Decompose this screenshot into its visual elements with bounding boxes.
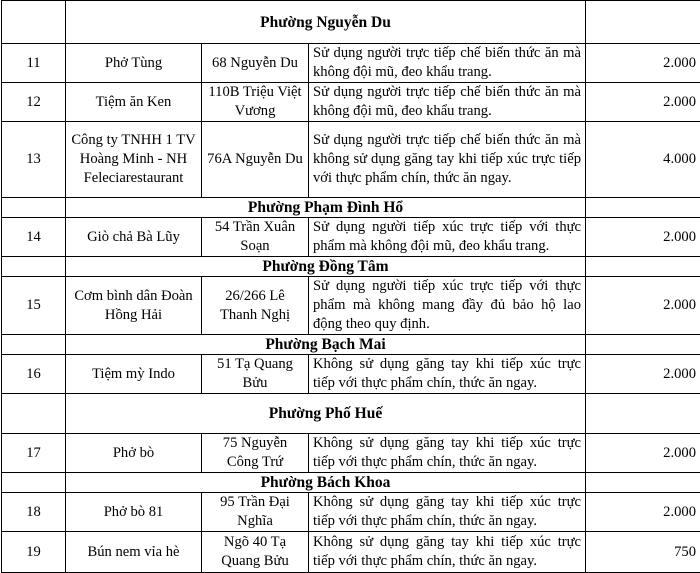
table-row: [2, 355, 700, 394]
table-row: [2, 218, 700, 257]
violation-description: Không sử dụng găng tay khi tiếp xúc trực tiếp với thực phẩm chín, thức ăn ngay.: [309, 434, 586, 473]
row-number: 11: [2, 44, 66, 83]
row-number: 13: [2, 122, 66, 198]
fine-amount: 4.000: [586, 122, 700, 198]
ward-name: Phường Nguyễn Du: [66, 1, 586, 44]
establishment-name: Tiệm mỳ Indo: [66, 355, 202, 394]
fine-amount: 2.000: [586, 277, 700, 335]
violation-description: Sử dụng người trực tiếp chế biến thức ăn mà không sử dụng găng tay khi tiếp xúc trực tiếp với thực phẩm chín, thức ăn ngay.: [309, 122, 586, 198]
fine-amount: 2.000: [586, 218, 700, 257]
row-number: 16: [2, 355, 66, 394]
table-row: [2, 532, 700, 573]
ward-header-row: [2, 335, 700, 355]
establishment-name: Phở Tùng: [66, 44, 202, 83]
ward-name: Phường Đồng Tâm: [66, 257, 586, 277]
fine-amount: 750: [586, 532, 700, 573]
ward-header-spacer: [586, 473, 700, 493]
ward-header-row: [2, 257, 700, 277]
ward-header-spacer: [2, 473, 66, 493]
establishment-name: Phở bò 81: [66, 493, 202, 532]
violation-description: Sử dụng người tiếp xúc trực tiếp với thực phẩm mà không đội mũ, đeo khẩu trang.: [309, 218, 586, 257]
row-number: 12: [2, 83, 66, 122]
table-row: [2, 44, 700, 83]
establishment-address: 75 Nguyễn Công Trứ: [202, 434, 309, 473]
ward-header-row: [2, 1, 700, 44]
establishment-name: Bún nem vỉa hè: [66, 532, 202, 573]
ward-name: Phường Bách Khoa: [66, 473, 586, 493]
ward-header-spacer: [2, 335, 66, 355]
ward-header-spacer: [2, 257, 66, 277]
ward-header-row: [2, 394, 700, 434]
ward-header-spacer: [586, 257, 700, 277]
establishment-address: 68 Nguyễn Du: [202, 44, 309, 83]
violation-description: Không sử dụng găng tay khi tiếp xúc trực tiếp với thực phẩm chín, thức ăn ngay.: [309, 355, 586, 394]
establishment-address: 110B Triệu Việt Vương: [202, 83, 309, 122]
establishment-name: Tiệm ăn Ken: [66, 83, 202, 122]
violations-table-body: [2, 1, 700, 573]
row-number: 19: [2, 532, 66, 573]
fine-amount: 2.000: [586, 434, 700, 473]
ward-header-spacer: [586, 198, 700, 218]
ward-header-spacer: [2, 394, 66, 434]
violations-table: [1, 0, 700, 573]
ward-header-spacer: [586, 335, 700, 355]
ward-header-spacer: [2, 1, 66, 44]
table-row: [2, 493, 700, 532]
violation-description: Sử dụng người trực tiếp chế biến thức ăn mà không đội mũ, đeo khẩu trang.: [309, 83, 586, 122]
establishment-address: Ngõ 40 Tạ Quang Bửu: [202, 532, 309, 573]
ward-header-spacer: [2, 198, 66, 218]
table-row: [2, 83, 700, 122]
establishment-name: Phở bò: [66, 434, 202, 473]
ward-header-spacer: [586, 1, 700, 44]
table-row: [2, 122, 700, 198]
establishment-address: 95 Trần Đại Nghĩa: [202, 493, 309, 532]
establishment-name: Giò chả Bà Lũy: [66, 218, 202, 257]
row-number: 15: [2, 277, 66, 335]
row-number: 17: [2, 434, 66, 473]
fine-amount: 2.000: [586, 44, 700, 83]
ward-header-row: [2, 198, 700, 218]
ward-name: Phường Bạch Mai: [66, 335, 586, 355]
fine-amount: 2.000: [586, 493, 700, 532]
establishment-address: 54 Trần Xuân Soạn: [202, 218, 309, 257]
ward-name: Phường Phố Huế: [66, 394, 586, 434]
table-row: [2, 277, 700, 335]
row-number: 18: [2, 493, 66, 532]
establishment-name: Công ty TNHH 1 TV Hoàng Minh - NH Feleciarestaurant: [66, 122, 202, 198]
establishment-address: 26/266 Lê Thanh Nghị: [202, 277, 309, 335]
row-number: 14: [2, 218, 66, 257]
violation-description: Sử dụng người tiếp xúc trực tiếp với thực phẩm mà không mang đầy đủ bảo hộ lao động theo quy định.: [309, 277, 586, 335]
violation-description: Sử dụng người trực tiếp chế biến thức ăn mà không đội mũ, đeo khẩu trang.: [309, 44, 586, 83]
establishment-address: 76A Nguyễn Du: [202, 122, 309, 198]
violation-description: Không sử dụng găng tay khi tiếp xúc trực tiếp với thực phẩm chín, thức ăn ngay.: [309, 532, 586, 573]
establishment-name: Cơm bình dân Đoàn Hồng Hải: [66, 277, 202, 335]
table-row: [2, 434, 700, 473]
violation-description: Không sử dụng găng tay khi tiếp xúc trực tiếp với thực phẩm chín, thức ăn ngay.: [309, 493, 586, 532]
establishment-address: 51 Tạ Quang Bửu: [202, 355, 309, 394]
ward-name: Phường Phạm Đình Hổ: [66, 198, 586, 218]
ward-header-spacer: [586, 394, 700, 434]
ward-header-row: [2, 473, 700, 493]
fine-amount: 2.000: [586, 355, 700, 394]
fine-amount: 2.000: [586, 83, 700, 122]
